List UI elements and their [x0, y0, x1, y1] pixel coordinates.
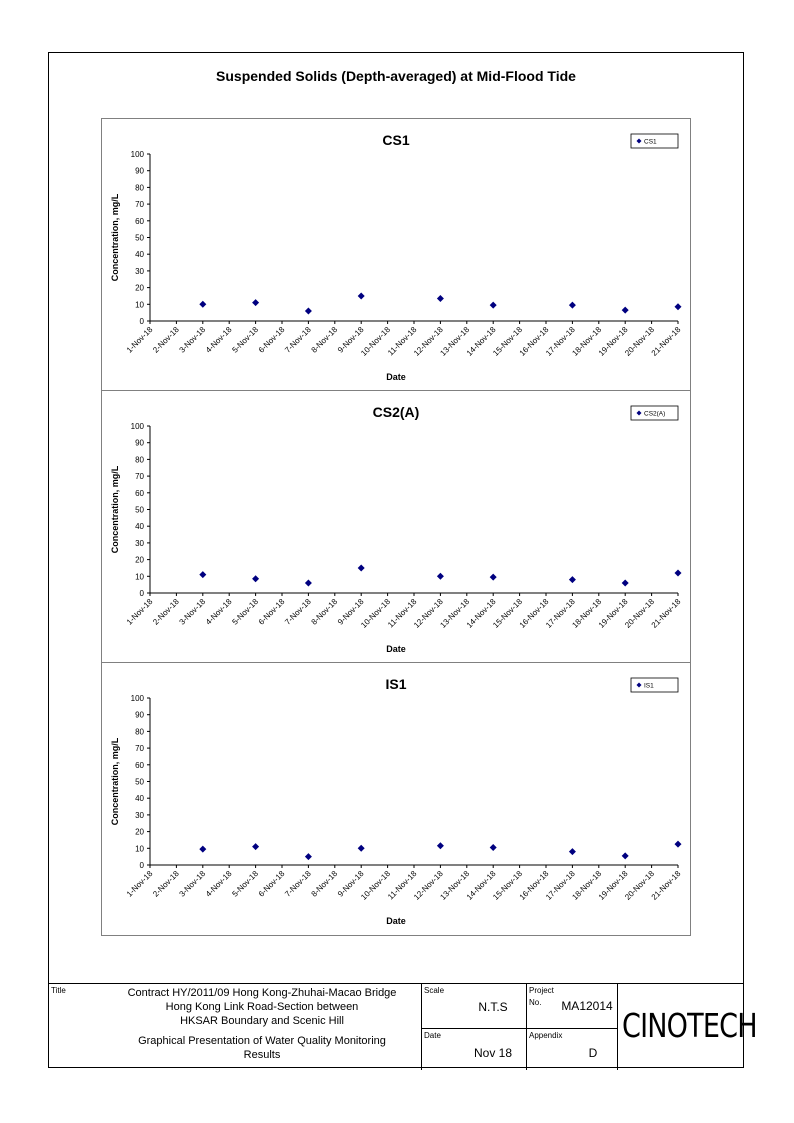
y-tick-label: 70	[135, 200, 144, 210]
y-tick-label: 90	[135, 438, 144, 448]
data-point	[305, 307, 312, 314]
y-tick-label: 30	[135, 266, 144, 276]
data-point	[358, 292, 365, 299]
x-tick-label: 3-Nov-18	[177, 597, 208, 627]
x-tick-label: 13-Nov-18	[438, 869, 472, 902]
x-tick-label: 6-Nov-18	[256, 325, 287, 355]
x-tick-label: 13-Nov-18	[438, 325, 472, 358]
data-point	[305, 853, 312, 860]
x-tick-label: 8-Nov-18	[309, 325, 340, 355]
x-tick-label: 21-Nov-18	[649, 869, 683, 902]
data-point	[199, 846, 206, 853]
x-tick-label: 13-Nov-18	[438, 597, 472, 630]
x-tick-label: 17-Nov-18	[544, 325, 577, 358]
y-tick-label: 0	[139, 589, 144, 598]
y-tick-label: 20	[135, 283, 144, 293]
data-point	[358, 845, 365, 852]
x-tick-label: 12-Nov-18	[412, 597, 445, 630]
title-block	[48, 983, 757, 1070]
x-tick-label: 10-Nov-18	[359, 597, 393, 630]
x-tick-label: 6-Nov-18	[256, 597, 287, 627]
x-tick-label: 21-Nov-18	[649, 325, 683, 358]
x-tick-label: 2-Nov-18	[151, 869, 181, 899]
x-tick-label: 15-Nov-18	[491, 597, 525, 630]
x-tick-label: 14-Nov-18	[464, 325, 498, 358]
chart-title: IS1	[385, 676, 407, 692]
page-title: Suspended Solids (Depth-averaged) at Mid-Flood Tide	[216, 68, 576, 84]
project-label: Project	[529, 986, 554, 995]
x-tick-label: 20-Nov-18	[623, 325, 657, 358]
x-tick-label: 14-Nov-18	[464, 597, 498, 630]
divider	[421, 984, 422, 1070]
scale-label: Scale	[424, 986, 445, 995]
y-tick-label: 100	[130, 150, 144, 159]
contract-title-line: HKSAR Boundary and Scenic Hill	[180, 1015, 344, 1027]
data-point	[622, 307, 629, 314]
data-point	[199, 571, 206, 578]
y-tick-label: 80	[135, 727, 144, 737]
x-tick-label: 12-Nov-18	[412, 869, 445, 902]
y-tick-label: 10	[135, 300, 144, 310]
x-tick-label: 7-Nov-18	[283, 597, 313, 627]
x-tick-label: 1-Nov-18	[124, 597, 155, 627]
chart-cs2a	[101, 390, 691, 663]
y-tick-label: 60	[135, 760, 144, 770]
cinotech-logo: CINOTECH	[622, 1006, 757, 1045]
x-tick-label: 9-Nov-18	[335, 597, 366, 627]
y-tick-label: 100	[130, 694, 144, 703]
x-tick-label: 10-Nov-18	[359, 325, 393, 358]
chart-title: CS1	[382, 132, 410, 148]
appendix-label: Appendix	[529, 1031, 563, 1040]
y-tick-label: 100	[130, 422, 144, 431]
y-axis-title: Concentration, mg/L	[110, 465, 120, 554]
data-point	[199, 301, 206, 308]
x-tick-label: 3-Nov-18	[177, 869, 208, 899]
x-tick-label: 9-Nov-18	[335, 869, 366, 899]
y-axis-title: Concentration, mg/L	[110, 193, 120, 282]
data-point	[252, 843, 259, 850]
x-tick-label: 16-Nov-18	[517, 597, 551, 630]
x-axis-title: Date	[386, 644, 406, 654]
data-point	[252, 299, 259, 306]
data-point	[358, 564, 365, 571]
x-tick-label: 19-Nov-18	[596, 597, 630, 630]
y-tick-label: 40	[135, 522, 144, 532]
y-tick-label: 80	[135, 183, 144, 193]
data-point	[437, 573, 444, 580]
data-point	[569, 302, 576, 309]
drawing-title-line: Results	[243, 1049, 281, 1061]
x-tick-label: 12-Nov-18	[412, 325, 445, 358]
data-point	[437, 295, 444, 302]
x-tick-label: 19-Nov-18	[596, 325, 630, 358]
x-tick-label: 18-Nov-18	[570, 869, 604, 902]
date-label: Date	[424, 1031, 441, 1040]
y-tick-label: 0	[139, 861, 144, 870]
y-tick-label: 70	[135, 744, 144, 754]
y-tick-label: 50	[135, 505, 144, 515]
x-axis-title: Date	[386, 372, 406, 382]
contract-title-line: Hong Kong Link Road-Section between	[165, 1001, 359, 1013]
x-tick-label: 18-Nov-18	[570, 597, 604, 630]
drawing-title-line: Graphical Presentation of Water Quality Monitoring	[138, 1035, 386, 1047]
data-point	[252, 575, 259, 582]
contract-title-line: Contract HY/2011/09 Hong Kong-Zhuhai-Macao Bridge	[127, 987, 397, 999]
x-tick-label: 20-Nov-18	[623, 597, 657, 630]
x-tick-label: 4-Nov-18	[203, 869, 234, 899]
x-tick-label: 17-Nov-18	[544, 597, 577, 630]
data-point	[437, 842, 444, 849]
data-point	[490, 844, 497, 851]
data-point	[622, 852, 629, 859]
x-tick-label: 5-Nov-18	[230, 869, 261, 899]
x-tick-label: 6-Nov-18	[256, 869, 287, 899]
data-point	[569, 848, 576, 855]
x-tick-label: 15-Nov-18	[491, 869, 525, 902]
x-tick-label: 11-Nov-18	[386, 325, 419, 358]
y-tick-label: 30	[135, 810, 144, 820]
contract-title	[103, 986, 421, 1028]
scale-value: N.T.S	[478, 1000, 508, 1014]
x-tick-label: 2-Nov-18	[151, 325, 181, 355]
x-tick-label: 15-Nov-18	[491, 325, 525, 358]
x-tick-label: 19-Nov-18	[596, 869, 630, 902]
x-tick-label: 8-Nov-18	[309, 597, 340, 627]
y-tick-label: 50	[135, 233, 144, 243]
appendix-value: D	[588, 1046, 598, 1060]
y-tick-label: 50	[135, 777, 144, 787]
x-tick-label: 16-Nov-18	[517, 325, 551, 358]
x-tick-label: 5-Nov-18	[230, 325, 261, 355]
x-tick-label: 10-Nov-18	[359, 869, 393, 902]
chart-cs1	[101, 118, 691, 391]
y-tick-label: 20	[135, 555, 144, 565]
data-point	[569, 576, 576, 583]
x-tick-label: 4-Nov-18	[203, 597, 234, 627]
x-tick-label: 16-Nov-18	[517, 869, 551, 902]
y-tick-label: 10	[135, 572, 144, 582]
y-axis-title: Concentration, mg/L	[110, 737, 120, 826]
y-tick-label: 60	[135, 488, 144, 498]
drawing-title	[103, 1034, 421, 1062]
y-tick-label: 40	[135, 794, 144, 804]
x-tick-label: 11-Nov-18	[386, 869, 419, 902]
date-value: Nov 18	[473, 1046, 513, 1060]
divider	[421, 1028, 617, 1029]
x-tick-label: 1-Nov-18	[124, 869, 155, 899]
project-no-label: No.	[529, 998, 542, 1007]
title-label: Title	[51, 986, 66, 995]
y-tick-label: 70	[135, 472, 144, 482]
x-tick-label: 3-Nov-18	[177, 325, 208, 355]
x-tick-label: 4-Nov-18	[203, 325, 234, 355]
y-tick-label: 40	[135, 250, 144, 260]
x-tick-label: 5-Nov-18	[230, 597, 261, 627]
x-tick-label: 7-Nov-18	[283, 325, 313, 355]
legend-label: IS1	[644, 682, 654, 690]
x-tick-label: 7-Nov-18	[283, 869, 313, 899]
x-tick-label: 20-Nov-18	[623, 869, 657, 902]
x-tick-label: 8-Nov-18	[309, 869, 340, 899]
y-tick-label: 10	[135, 844, 144, 854]
data-point	[490, 302, 497, 309]
data-point	[675, 569, 682, 576]
x-tick-label: 14-Nov-18	[464, 869, 498, 902]
project-number: MA12014	[561, 999, 613, 1013]
data-point	[305, 579, 312, 586]
chart-is1	[101, 662, 691, 935]
data-point	[622, 579, 629, 586]
x-tick-label: 21-Nov-18	[649, 597, 683, 630]
y-tick-label: 80	[135, 455, 144, 465]
chart-title: CS2(A)	[372, 404, 420, 420]
x-tick-label: 17-Nov-18	[544, 869, 577, 902]
y-tick-label: 90	[135, 166, 144, 176]
x-tick-label: 2-Nov-18	[151, 597, 181, 627]
data-point	[675, 303, 682, 310]
legend-label: CS2(A)	[644, 410, 666, 418]
y-tick-label: 0	[139, 317, 144, 326]
x-tick-label: 18-Nov-18	[570, 325, 604, 358]
legend-label: CS1	[644, 138, 657, 146]
x-tick-label: 11-Nov-18	[386, 597, 419, 630]
y-tick-label: 20	[135, 827, 144, 837]
x-axis-title: Date	[386, 916, 406, 926]
data-point	[675, 841, 682, 848]
data-point	[490, 574, 497, 581]
x-tick-label: 1-Nov-18	[124, 325, 155, 355]
y-tick-label: 90	[135, 710, 144, 720]
x-tick-label: 9-Nov-18	[335, 325, 366, 355]
y-tick-label: 60	[135, 216, 144, 226]
y-tick-label: 30	[135, 538, 144, 548]
